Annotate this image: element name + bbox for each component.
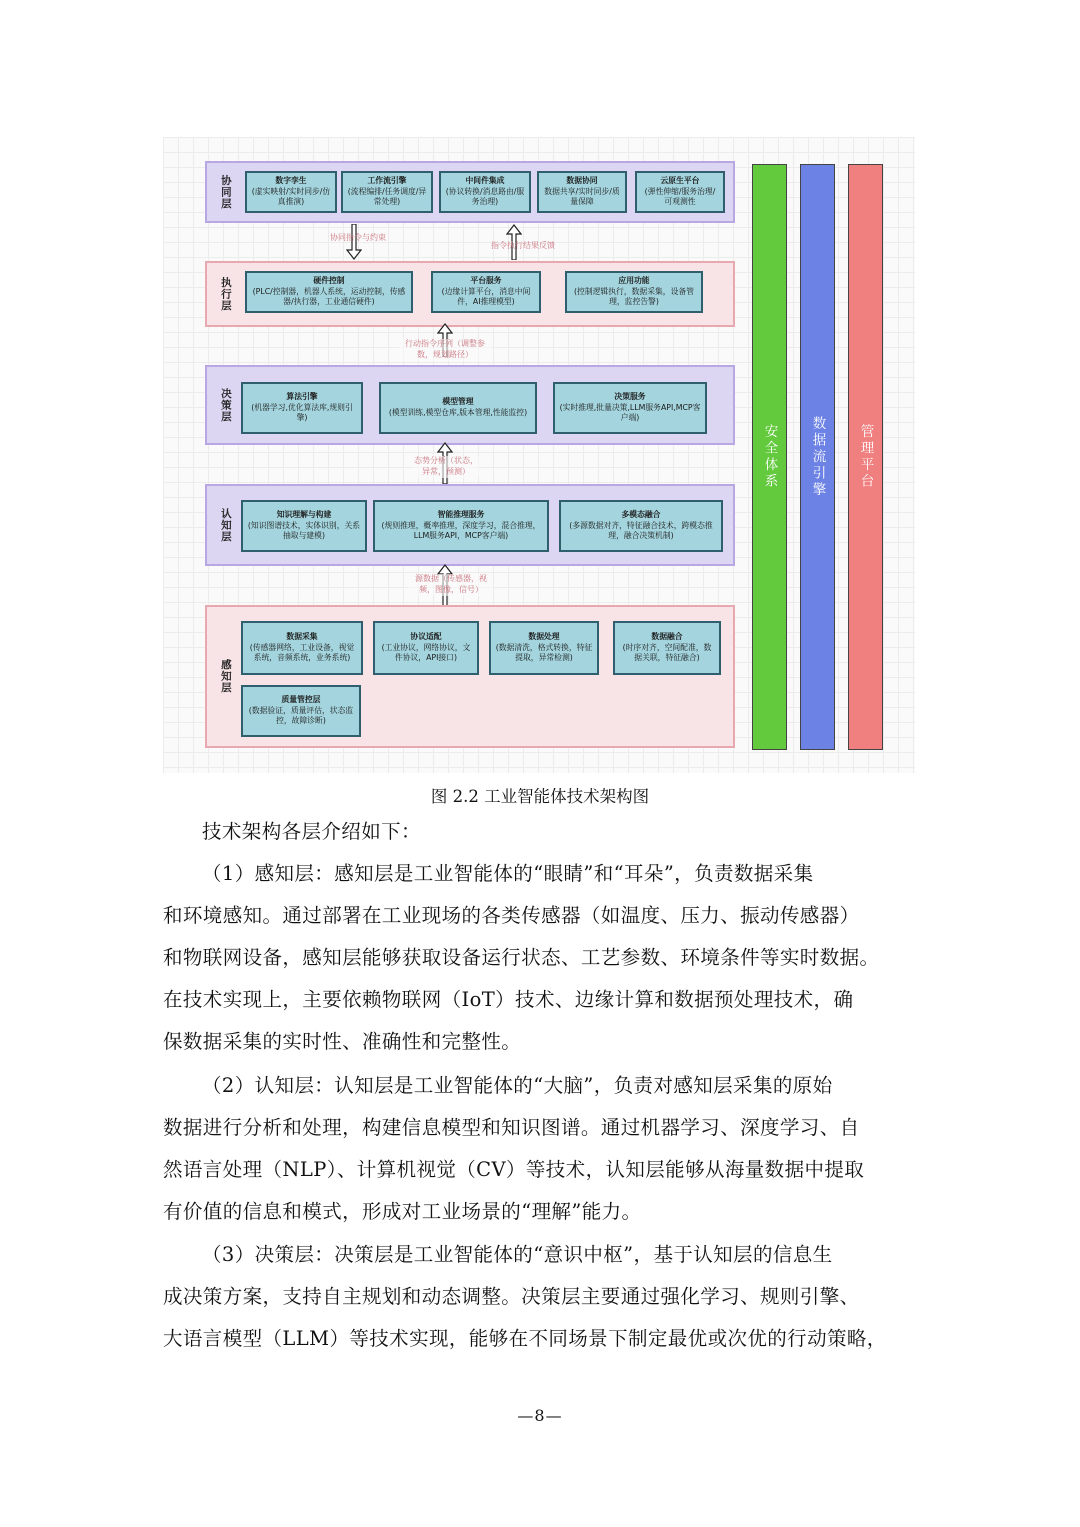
- digital-twin-box: [245, 171, 337, 213]
- text-line: 技术架构各层介绍如下：: [202, 820, 421, 843]
- box-desc: (边缘计算平台，消息中间件，AI推理模型): [441, 286, 531, 307]
- text-line: 大语言模型（LLM）等技术实现，能够在不同场景下制定最优或次优的行动策略，: [163, 1327, 887, 1350]
- box-desc: (协议转换/消息路由/服务治理): [445, 186, 525, 207]
- box-title: 算法引擎: [286, 392, 318, 402]
- box-desc: (PLC/控制器，机器人系统，运动控制，传感器/执行器，工业通信硬件): [252, 286, 406, 307]
- box-desc: (数据验证，质量评估，状态监控，故障诊断): [248, 705, 354, 726]
- layer-label: 协同层: [219, 174, 232, 210]
- workflow-engine-box: [341, 171, 433, 213]
- layer-label: 决策层: [219, 387, 232, 423]
- box-desc: (流程编排/任务调度/异常处理): [347, 186, 427, 207]
- connector-label: 指令执行结果反馈: [491, 241, 555, 250]
- text-line: 然语言处理（NLP）、计算机视觉（CV）等技术，认知层能够从海量数据中提取: [163, 1158, 865, 1181]
- box-desc: (多源数据对齐，特征融合技术，跨模态推理，融合决策机制): [569, 520, 713, 541]
- box-title: 数据处理: [528, 632, 560, 642]
- box-desc: (控制逻辑执行，数据采集，设备管理，监控告警): [574, 286, 694, 307]
- box-title: 决策服务: [614, 392, 646, 402]
- app-function-box: [565, 271, 703, 313]
- box-title: 智能推理服务: [437, 510, 485, 520]
- middleware-box: [439, 171, 531, 213]
- intro-paragraph: [163, 811, 917, 853]
- box-title: 应用功能: [618, 276, 650, 286]
- text-line: （3）决策层：决策层是工业智能体的“意识中枢”，基于认知层的信息生: [202, 1243, 833, 1266]
- multimodal-box: [559, 500, 723, 552]
- text-line: （2）认知层：认知层是工业智能体的“大脑”，负责对感知层采集的原始: [202, 1074, 833, 1097]
- box-desc: (实时推理,批量决策,LLM服务API,MCP客户端): [559, 402, 701, 423]
- layer-label: 执行层: [219, 276, 232, 312]
- box-desc: (数据清洗，格式转换，特征提取，异常检测): [495, 642, 593, 663]
- box-title: 协议适配: [410, 632, 442, 642]
- pillar-label: 管理平台: [857, 424, 874, 490]
- box-desc: (传感器网络，工业设备，视觉系统，音频系统，业务系统): [249, 642, 355, 663]
- model-management-box: [379, 382, 537, 434]
- perception-layer: [205, 605, 735, 748]
- box-title: 多模态融合: [621, 510, 661, 520]
- data-collection-box: [241, 621, 363, 675]
- algorithm-engine-box: [241, 382, 363, 434]
- text-line: 和环境感知。通过部署在工业现场的各类传感器（如温度、压力、振动传感器）: [163, 904, 860, 927]
- knowledge-box: [241, 500, 367, 552]
- text-line: 和物联网设备，感知层能够获取设备运行状态、工艺参数、环境条件等实时数据。: [163, 946, 880, 969]
- connector-label: 源数据（传感器，视频，图像，信号）: [409, 574, 493, 596]
- dataflow-pillar: [800, 164, 835, 750]
- box-desc: (工业协议，网络协议，文件协议，API接口): [381, 642, 471, 663]
- cloud-native-box: [635, 171, 725, 213]
- text-line: 在技术实现上，主要依赖物联网（IoT）技术、边缘计算和数据预处理技术，确: [163, 988, 854, 1011]
- box-title: 数据协同: [566, 176, 598, 186]
- execution-layer: [205, 261, 735, 327]
- quality-control-box: [241, 685, 361, 737]
- box-title: 数据采集: [286, 632, 318, 642]
- collaboration-layer: [205, 161, 735, 223]
- box-desc: (模型训练,模型仓库,版本管理,性能监控): [388, 408, 528, 417]
- box-title: 硬件控制: [313, 276, 345, 286]
- platform-service-box: [431, 271, 541, 313]
- box-desc: (机器学习,优化算法库,规则引擎): [251, 402, 353, 423]
- data-fusion-box: [613, 621, 721, 675]
- pillar-label: 数据流引擎: [809, 415, 826, 499]
- connector-label: 协同指令与约束: [330, 233, 386, 242]
- architecture-diagram: [163, 137, 915, 773]
- paragraph-cognition: [163, 1065, 917, 1233]
- text-line: 成决策方案，支持自主规划和动态调整。决策层主要通过强化学习、规则引擎、: [163, 1285, 860, 1308]
- paragraph-perception: [163, 853, 917, 1063]
- decision-service-box: [553, 382, 707, 434]
- page-number: —8—: [517, 1406, 563, 1425]
- text-line: 数据进行分析和处理，构建信息模型和知识图谱。通过机器学习、深度学习、自: [163, 1116, 860, 1139]
- text-line: 保数据采集的实时性、准确性和完整性。: [163, 1030, 522, 1053]
- box-desc: 数据共享/实时同步/质量保障: [544, 186, 620, 207]
- text-line: 有价值的信息和模式，形成对工业场景的“理解”能力。: [163, 1200, 642, 1223]
- box-title: 知识理解与构建: [276, 510, 332, 520]
- decision-layer: [205, 365, 735, 445]
- cognition-layer: [205, 484, 735, 566]
- paragraph-decision: [163, 1234, 917, 1360]
- pillar-label: 安全体系: [761, 424, 778, 490]
- box-desc: (规则推理，概率推理，深度学习，混合推理，LLM服务API，MCP客户端): [381, 520, 541, 541]
- management-pillar: [848, 164, 883, 750]
- figure-caption: 图 2.2 工业智能体技术架构图: [430, 787, 650, 806]
- layer-label: 感知层: [219, 659, 232, 694]
- protocol-adapter-box: [373, 621, 479, 675]
- box-title: 云原生平台: [660, 176, 700, 186]
- box-title: 质量管控层: [281, 695, 321, 705]
- hardware-control-box: [245, 271, 413, 313]
- connector-label: 行动指令序列（调整参数，规划路径）: [399, 339, 491, 361]
- layer-label: 认知层: [219, 507, 232, 543]
- connector-label: 态势分析（状态，异常，预测）: [414, 456, 478, 476]
- text-line: （1）感知层：感知层是工业智能体的“眼睛”和“耳朵”，负责数据采集: [202, 862, 814, 885]
- box-title: 模型管理: [442, 397, 474, 407]
- box-title: 平台服务: [470, 276, 502, 286]
- box-desc: (虚实映射/实时同步/仿真推演): [251, 186, 331, 207]
- box-title: 数字孪生: [275, 176, 307, 186]
- security-pillar: [752, 164, 787, 750]
- data-processing-box: [489, 621, 599, 675]
- box-desc: (弹性伸缩/服务治理/可观测性: [644, 186, 716, 207]
- box-title: 中间件集成: [465, 176, 505, 186]
- box-desc: (知识图谱技术，实体识别，关系抽取与建模): [247, 520, 361, 541]
- data-collab-box: [537, 171, 627, 213]
- box-title: 工作流引擎: [367, 176, 407, 186]
- reasoning-service-box: [373, 500, 549, 552]
- box-title: 数据融合: [651, 632, 683, 642]
- box-desc: (时序对齐，空间配准，数据关联，特征融合): [622, 642, 712, 663]
